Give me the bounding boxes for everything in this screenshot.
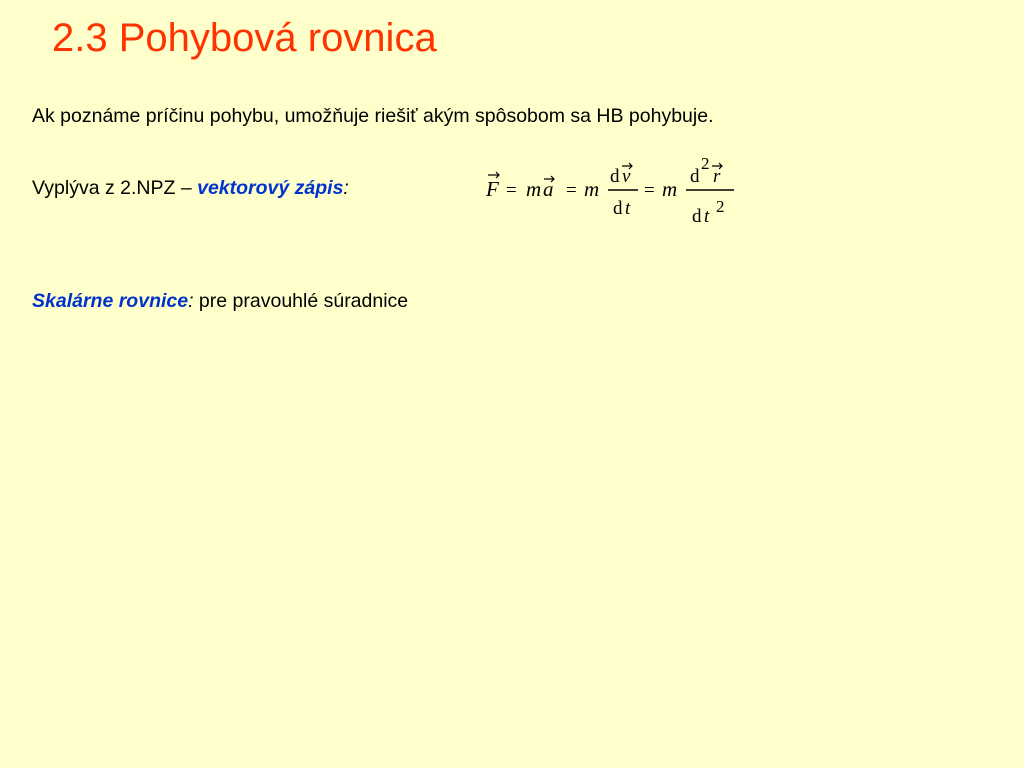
formula-dt2-t: t <box>704 206 710 227</box>
formula-a: a <box>543 177 554 201</box>
scalar-equations-colon: : <box>188 290 194 312</box>
vector-notation-label: vektorový zápis <box>197 177 344 199</box>
slide-title: 2.3 Pohybová rovnica <box>52 16 437 60</box>
formula-d2r-r: r <box>713 166 721 187</box>
formula-eq-2: = <box>566 180 577 201</box>
formula-dv-d: d <box>610 166 620 187</box>
formula-eq-1: = <box>506 180 517 201</box>
formula-eq-3: = <box>644 180 655 201</box>
scalar-equations-label: Skalárne rovnice <box>32 290 189 312</box>
formula-dt2-2: 2 <box>716 197 725 216</box>
formula-d2r-2: 2 <box>701 154 710 173</box>
vector-notation-colon: : <box>343 177 349 199</box>
formula-m-2: m <box>584 177 600 201</box>
formula-dt1-t: t <box>625 198 631 219</box>
formula-m-3: m <box>662 177 678 201</box>
scalar-equations-suffix: pre pravouhlé súradnice <box>193 290 409 312</box>
formula-F: F <box>486 177 499 201</box>
formula-dt1-d: d <box>613 198 623 219</box>
formula-d2r-d: d <box>690 166 700 187</box>
formula-dt2-d: d <box>692 206 702 227</box>
scalar-equations-line <box>32 289 408 313</box>
newton-second-law-formula <box>480 152 740 228</box>
formula-dv-v: v <box>622 166 631 187</box>
intro-text: Ak poznáme príčinu pohybu, umožňuje riešiť akým spôsobom sa HB pohybuje. <box>32 105 714 127</box>
formula-m-1: m <box>526 177 542 201</box>
npz-line <box>32 176 349 200</box>
npz-prefix: Vyplýva z 2.NPZ – <box>32 177 198 199</box>
